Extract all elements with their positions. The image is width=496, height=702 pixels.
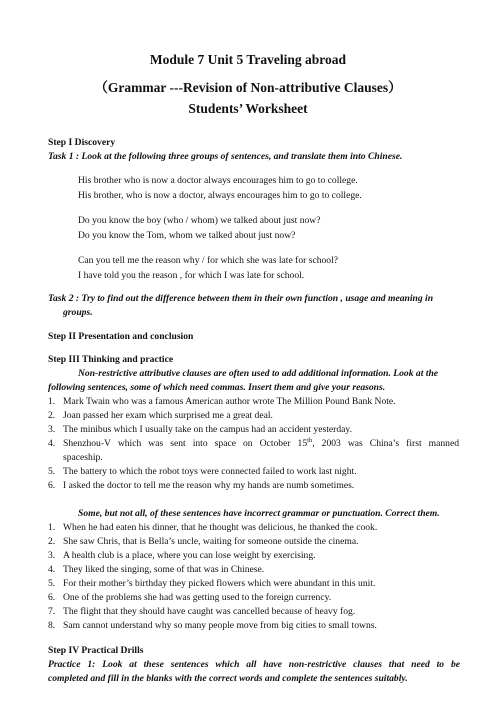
item-number: 3. — [48, 424, 56, 435]
task2-text-cont: groups. — [63, 307, 93, 318]
item-number: 8. — [48, 620, 56, 631]
list-item: They liked the singing, some of that was in Chinese. — [63, 564, 265, 575]
list-item: A health club is a place, where you can lose weight by exercising. — [63, 550, 316, 561]
list-item — [63, 438, 459, 450]
grammar-subtitle: （Grammar ---Revision of Non-attributive Clauses） — [94, 80, 402, 95]
example-sentence: His brother, who is now a doctor, always encourages him to go to college. — [78, 190, 362, 201]
item4-text-rest: , 2003 was China’s first manned — [312, 438, 460, 449]
item-number: 3. — [48, 550, 56, 561]
step4-heading: Step IV Practical Drills — [48, 645, 144, 656]
item-number: 2. — [48, 410, 56, 421]
module-title: Module 7 Unit 5 Traveling abroad — [149, 52, 347, 67]
step3-intro: Non-restrictive attributive clauses are often used to add additional information. Look at the — [78, 368, 439, 379]
item-number: 6. — [48, 480, 56, 491]
example-sentence: Do you know the Tom, whom we talked about just now? — [78, 230, 296, 241]
item-number: 4. — [48, 564, 56, 575]
list-item: Joan passed her exam which surprised me a great deal. — [63, 410, 273, 421]
item-number: 4. — [48, 438, 56, 449]
item4-text: Shenzhou-V which was sent into space on October 15 — [63, 438, 308, 449]
item-number: 5. — [48, 466, 56, 477]
list-item: Mark Twain who was a famous American author wrote The Million Pound Bank Note. — [63, 396, 396, 407]
list-item: She saw Chris, that is Bella’s uncle, waiting for someone outside the cinema. — [63, 536, 359, 547]
practice1-text-cont: completed and fill in the blanks with the correct words and complete the sentences suitably. — [48, 673, 408, 684]
ordinal-suffix: th — [307, 436, 313, 444]
list-item: When he had eaten his dinner, that he thought was delicious, he thanked the cook. — [63, 522, 378, 533]
practice1-text: Practice 1: Look at these sentences which all have non-restrictive clauses that need to be — [48, 659, 460, 670]
list-item: I asked the doctor to tell me the reason why my hands are numb sometimes. — [63, 480, 355, 491]
step3-heading: Step III Thinking and practice — [48, 354, 174, 365]
item-number: 2. — [48, 536, 56, 547]
item-number: 1. — [48, 396, 56, 407]
list-item: The flight that they should have caught was cancelled because of heavy fog. — [63, 606, 356, 617]
list-item: The battery to which the robot toys were connected failed to work last night. — [63, 466, 357, 477]
step2-heading: Step II Presentation and conclusion — [48, 331, 194, 342]
list-item: Sam cannot understand why so many people move from big cities to small towns. — [63, 620, 377, 631]
list-item-cont: spaceship. — [63, 452, 103, 463]
list-item: For their mother’s birthday they picked flowers which were abundant in this unit. — [63, 578, 376, 589]
worksheet-title: Students’ Worksheet — [188, 101, 308, 116]
task1-text: Task 1 : Look at the following three groups of sentences, and translate them into Chinese. — [48, 151, 403, 162]
task2-text: Task 2 : Try to find out the difference between them in their own function , usage and meaning in — [48, 293, 434, 304]
list-item: The minibus which I usually take on the campus had an accident yesterday. — [63, 424, 352, 435]
step3-intro-cont: following sentences, some of which need commas. Insert them and give your reasons. — [48, 382, 386, 393]
item-number: 5. — [48, 578, 56, 589]
item-number: 1. — [48, 522, 56, 533]
step3-intro2: Some, but not all, of these sentences have incorrect grammar or punctuation. Correct them. — [78, 508, 440, 519]
item-number: 6. — [48, 592, 56, 603]
item-number: 7. — [48, 606, 56, 617]
example-sentence: Can you tell me the reason why / for which she was late for school? — [78, 255, 339, 266]
example-sentence: I have told you the reason , for which I was late for school. — [78, 270, 305, 281]
example-sentence: Do you know the boy (who / whom) we talked about just now? — [78, 215, 321, 226]
example-sentence: His brother who is now a doctor always encourages him to go to college. — [78, 175, 358, 186]
step1-heading: Step I Discovery — [48, 137, 116, 148]
list-item: One of the problems she had was getting used to the foreign currency. — [63, 592, 332, 603]
